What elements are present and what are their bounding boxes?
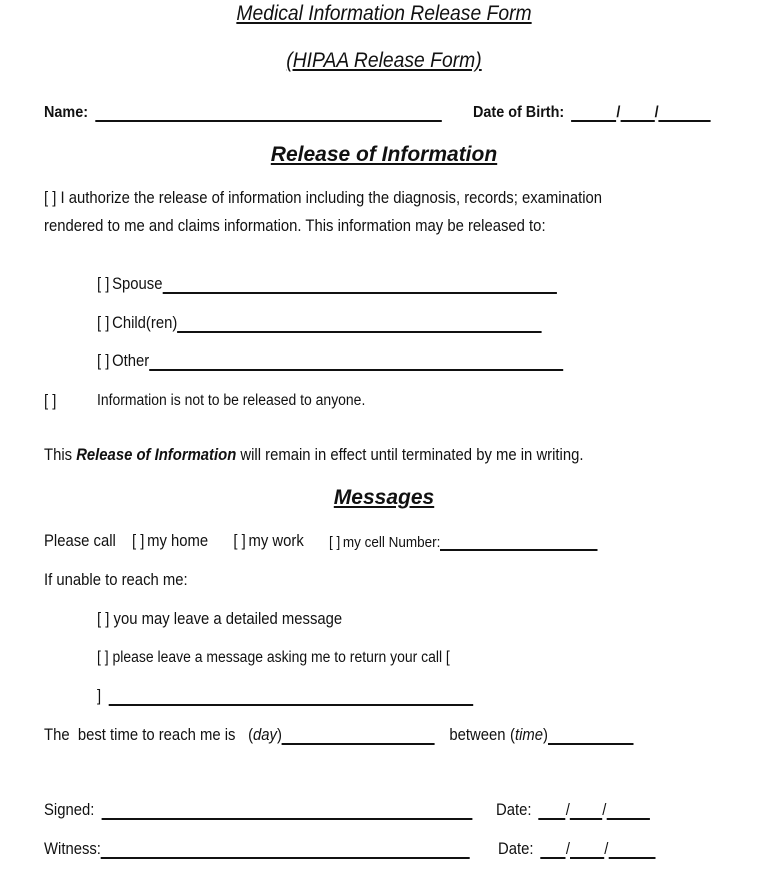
dob-year-field[interactable] (659, 106, 711, 122)
authorize-text: I authorize the release of information including the diagnosis, records; examination (60, 189, 603, 207)
return-call-label: please leave a message asking me to return your call [ (112, 649, 450, 666)
form-title: Medical Information Release Form (236, 2, 532, 25)
children-label: Child(ren) (112, 314, 178, 332)
return-call-continuation (97, 687, 473, 706)
between-label: between (449, 726, 506, 744)
witness-date-row (498, 840, 655, 859)
effect-emphasis: Release of Information (76, 446, 237, 464)
date-separator: / (565, 840, 571, 858)
recipient-children (97, 314, 542, 333)
other-field[interactable] (149, 355, 563, 371)
best-day-field[interactable] (282, 729, 435, 745)
home-label: my home (147, 532, 209, 550)
witness-date-label: Date: (498, 840, 534, 858)
witness-date-day[interactable] (570, 843, 604, 859)
effect-statement (44, 446, 583, 465)
effect-suffix: will remain in effect until terminated by me in writing. (240, 446, 584, 464)
children-checkbox[interactable]: [ ] (97, 314, 110, 332)
signed-label: Signed: (44, 801, 95, 819)
time-label: time (514, 726, 543, 744)
other-label: Other (112, 352, 150, 370)
form-subtitle: (HIPAA Release Form) (286, 49, 482, 72)
spouse-checkbox[interactable]: [ ] (97, 275, 110, 293)
date-separator: / (654, 104, 659, 121)
date-separator: / (616, 104, 621, 121)
witness-field[interactable] (101, 843, 470, 859)
return-call-option (97, 649, 450, 667)
home-checkbox[interactable]: [ ] (132, 532, 145, 550)
detailed-checkbox[interactable]: [ ] (97, 610, 110, 628)
children-field[interactable] (177, 317, 542, 333)
detailed-label: you may leave a detailed message (113, 610, 343, 628)
no-release-text: Information is not to be released to anyone. (97, 392, 366, 409)
authorize-line-1 (44, 189, 602, 208)
closing-bracket: ] (97, 687, 102, 705)
please-call-row (44, 532, 598, 551)
please-call-label: Please call (44, 532, 116, 550)
best-time-label: The best time to reach me is (44, 726, 236, 744)
date-separator: / (604, 840, 609, 858)
witness-date-year[interactable] (608, 843, 655, 859)
signed-date-row (496, 801, 650, 820)
date-separator: / (565, 801, 570, 819)
signed-date-month[interactable] (539, 804, 566, 820)
dob-row (473, 104, 737, 122)
dob-month-field[interactable] (571, 106, 616, 122)
signed-date-label: Date: (496, 801, 532, 819)
recipient-other (97, 352, 563, 371)
date-separator: / (602, 801, 607, 819)
witness-label: Witness: (44, 840, 101, 858)
effect-prefix: This (44, 446, 73, 464)
name-row (44, 104, 486, 122)
cell-label: my cell Number: (342, 534, 441, 551)
signature-field[interactable] (102, 804, 473, 820)
cell-checkbox[interactable]: [ ] (328, 534, 341, 551)
cell-number-field[interactable] (440, 535, 598, 551)
name-field[interactable] (95, 106, 442, 122)
name-label: Name: (44, 104, 89, 121)
witness-row (44, 840, 470, 859)
return-call-checkbox[interactable]: [ ] (97, 649, 109, 666)
work-checkbox[interactable]: [ ] (233, 532, 246, 550)
recipient-spouse (97, 275, 557, 294)
authorize-checkbox[interactable]: [ ] (44, 189, 57, 207)
messages-heading: Messages (333, 486, 435, 509)
signed-date-day[interactable] (570, 804, 602, 820)
signed-row (44, 801, 472, 820)
no-release-checkbox[interactable]: [ ] (44, 392, 57, 410)
spouse-label: Spouse (112, 275, 163, 293)
best-time-field[interactable] (548, 729, 634, 745)
witness-date-month[interactable] (541, 843, 566, 859)
dob-day-field[interactable] (620, 106, 654, 122)
release-heading: Release of Information (270, 143, 498, 166)
day-label: day (253, 726, 277, 744)
return-call-field[interactable] (108, 690, 472, 706)
best-time-row: The best time to reach me is ( day ) between ( time ) (44, 726, 633, 745)
unable-label: If unable to reach me: (44, 571, 188, 589)
detailed-message-option (97, 610, 342, 629)
work-label: my work (248, 532, 304, 550)
other-checkbox[interactable]: [ ] (97, 352, 110, 370)
spouse-field[interactable] (162, 278, 556, 294)
authorize-line-2: rendered to me and claims information. This information may be released to: (44, 217, 546, 235)
signed-date-year[interactable] (606, 804, 649, 820)
dob-label: Date of Birth: (473, 104, 565, 121)
